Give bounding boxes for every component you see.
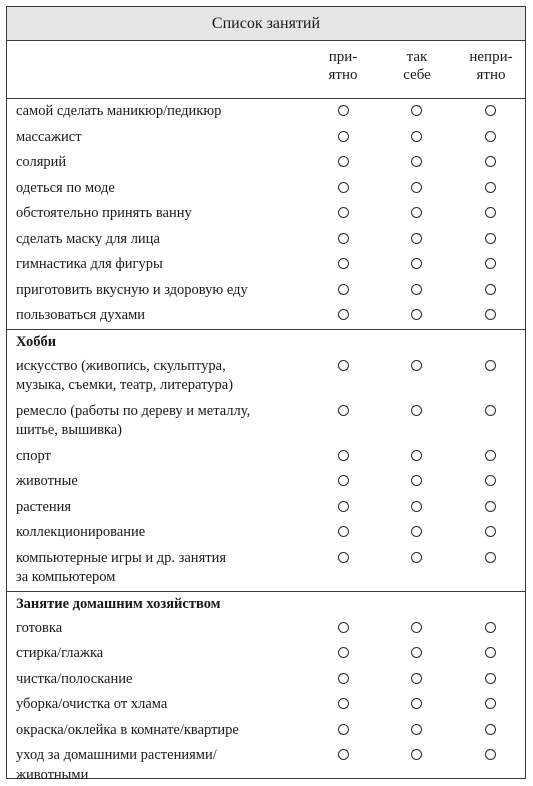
radio-so-so[interactable] [411,182,422,193]
radio-pleasant[interactable] [338,156,349,167]
radio-pleasant[interactable] [338,552,349,563]
radio-so-so[interactable] [411,233,422,244]
activity-label-line: спорт [16,447,51,464]
activity-label [16,498,306,518]
column-header-line: при- [328,49,358,65]
radio-pleasant[interactable] [338,749,349,760]
section-heading: Хобби [16,333,57,350]
activity-label [16,179,306,199]
radio-unpleasant[interactable] [485,724,496,735]
activity-label-line: за компьютером [16,569,116,585]
radio-unpleasant[interactable] [485,360,496,371]
activity-label-line: пользоваться духами [16,307,146,323]
radio-so-so[interactable] [411,526,422,537]
radio-pleasant[interactable] [338,182,349,193]
radio-so-so[interactable] [411,405,422,416]
radio-unpleasant[interactable] [485,284,496,295]
activity-label-line: животными [16,766,89,783]
radio-so-so[interactable] [411,622,422,633]
radio-unpleasant[interactable] [485,698,496,709]
radio-unpleasant[interactable] [485,475,496,486]
activity-label [16,306,306,326]
column-header-line: так [406,49,428,65]
radio-pleasant[interactable] [338,309,349,320]
radio-unpleasant[interactable] [485,156,496,167]
activity-label-line: компьютерные игры и др. занятия [16,549,227,566]
radio-unpleasant[interactable] [485,105,496,116]
radio-unpleasant[interactable] [485,647,496,658]
activity-label [16,357,306,396]
column-header-unpleasant [451,48,531,98]
radio-unpleasant[interactable] [485,501,496,512]
radio-so-so[interactable] [411,105,422,116]
activity-label-line: окраска/оклейка в комнате/квартире [16,721,239,738]
activity-label-line: животные [16,473,78,489]
radio-so-so[interactable] [411,284,422,295]
table-title: Список занятий [7,7,525,41]
radio-so-so[interactable] [411,360,422,371]
radio-unpleasant[interactable] [485,622,496,633]
radio-so-so[interactable] [411,207,422,218]
activity-label-line: уборка/очистка от хлама [16,696,168,712]
radio-pleasant[interactable] [338,360,349,371]
activity-label [16,523,306,543]
activity-label-line: растения [16,498,72,515]
radio-pleasant[interactable] [338,405,349,416]
radio-unpleasant[interactable] [485,673,496,684]
activity-label-line: приготовить вкусную и здоровую еду [16,281,248,298]
activity-label [16,255,306,275]
radio-pleasant[interactable] [338,258,349,269]
activity-label-line: музыка, съемки, театр, литература) [16,377,234,393]
radio-unpleasant[interactable] [485,552,496,563]
section-heading: Занятие домашним хозяйством [16,595,221,612]
radio-unpleasant[interactable] [485,207,496,218]
radio-pleasant[interactable] [338,475,349,486]
activity-label [16,619,306,639]
activity-label-line: обстоятельно принять ванну [16,205,192,221]
activity-label [16,102,306,122]
activity-list-table [6,6,526,783]
radio-so-so[interactable] [411,724,422,735]
radio-unpleasant[interactable] [485,131,496,142]
radio-pleasant[interactable] [338,105,349,116]
radio-so-so[interactable] [411,475,422,486]
radio-so-so[interactable] [411,501,422,512]
radio-unpleasant[interactable] [485,450,496,461]
activity-label-line: гимнастика для фигуры [16,256,163,272]
radio-pleasant[interactable] [338,724,349,735]
radio-pleasant[interactable] [338,501,349,512]
radio-pleasant[interactable] [338,233,349,244]
activity-label-line: чистка/полоскание [16,670,133,687]
radio-pleasant[interactable] [338,450,349,461]
activity-label-line: массажист [16,128,82,145]
activity-label-line: стирка/глажка [16,645,104,661]
radio-pleasant[interactable] [338,207,349,218]
radio-unpleasant[interactable] [485,405,496,416]
activity-label-line: шитье, вышивка) [16,422,123,438]
column-header-line: ятно [476,67,506,83]
column-header-line: непри- [469,49,513,65]
radio-pleasant[interactable] [338,622,349,633]
activity-label [16,472,306,492]
radio-unpleasant[interactable] [485,309,496,320]
activity-label-line: ремесло (работы по дереву и металлу, [16,402,251,419]
activity-label [16,695,306,715]
activity-label [16,153,306,173]
activity-label [16,204,306,224]
radio-so-so[interactable] [411,450,422,461]
activity-label [16,281,306,301]
column-header-line: ятно [328,67,358,83]
activity-label [16,230,306,250]
activity-label-line: одеться по моде [16,179,115,196]
activity-label [16,670,306,690]
radio-pleasant[interactable] [338,131,349,142]
radio-pleasant[interactable] [338,673,349,684]
activity-label [16,746,306,785]
radio-so-so[interactable] [411,156,422,167]
radio-so-so[interactable] [411,131,422,142]
radio-so-so[interactable] [411,673,422,684]
section-divider [7,98,525,99]
radio-pleasant[interactable] [338,698,349,709]
radio-so-so[interactable] [411,552,422,563]
activity-label [16,549,306,588]
column-header-line: себе [403,67,431,83]
radio-unpleasant[interactable] [485,182,496,193]
activity-label-line: уход за домашними растениями/ [16,747,217,763]
activity-label-line: готовка [16,619,63,636]
radio-unpleasant[interactable] [485,526,496,537]
section-divider [7,591,525,592]
radio-unpleasant[interactable] [485,258,496,269]
column-header-pleasant [303,48,383,98]
radio-so-so[interactable] [411,698,422,709]
radio-so-so[interactable] [411,309,422,320]
activity-label-line: самой сделать маникюр/педикюр [16,103,222,119]
radio-so-so[interactable] [411,258,422,269]
activity-label [16,447,306,467]
radio-pleasant[interactable] [338,647,349,658]
activity-label [16,644,306,664]
radio-so-so[interactable] [411,749,422,760]
activity-label [16,721,306,741]
activity-label-line: коллекционирование [16,524,146,540]
section-divider [7,329,525,330]
radio-pleasant[interactable] [338,526,349,537]
column-header-so-so [377,48,457,98]
activity-label [16,402,306,441]
radio-unpleasant[interactable] [485,749,496,760]
radio-so-so[interactable] [411,647,422,658]
activity-label [16,128,306,148]
radio-pleasant[interactable] [338,284,349,295]
radio-unpleasant[interactable] [485,233,496,244]
activity-label-line: сделать маску для лица [16,230,160,247]
activity-label-line: солярий [16,154,67,170]
activity-label-line: искусство (живопись, скульптура, [16,357,226,374]
